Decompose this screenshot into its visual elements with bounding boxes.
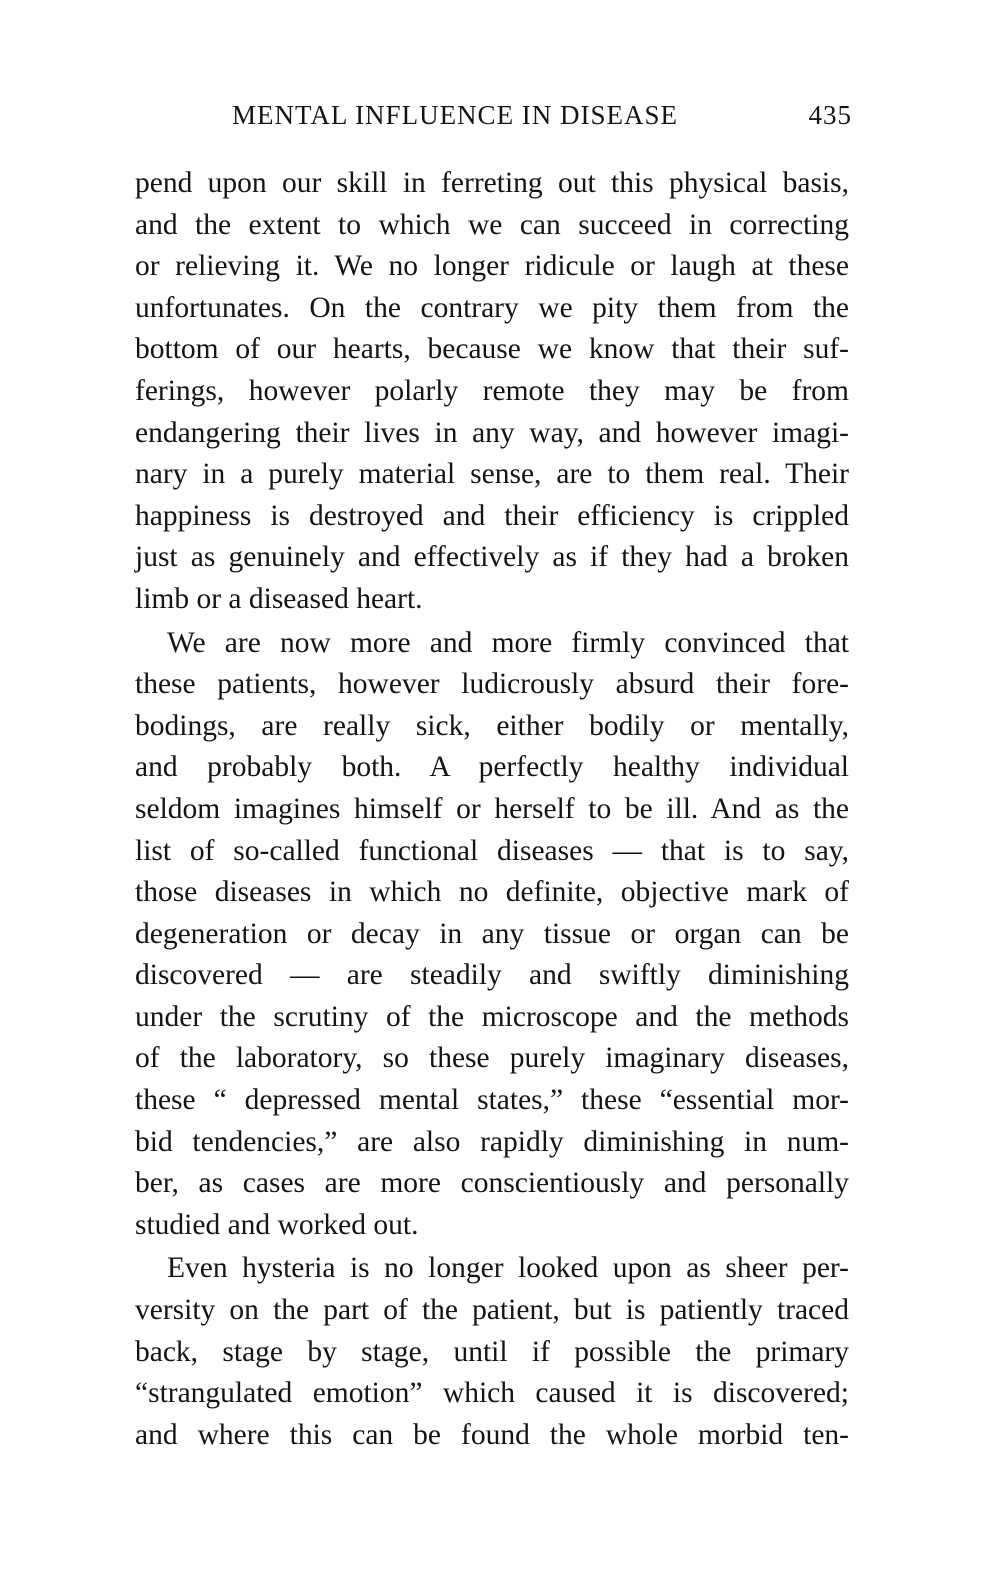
paragraph-2: [135, 623, 849, 1247]
text-line: happiness is destroyed and their efficiency is crippled: [135, 499, 849, 532]
text-line: bottom of our hearts, because we know that their suf-: [135, 333, 849, 366]
text-line: studied and worked out.: [135, 1208, 419, 1241]
text-line: back, stage by stage, until if possible the primary: [135, 1335, 849, 1368]
text-line: endangering their lives in any way, and however imagi-: [135, 416, 849, 449]
text-line: just as genuinely and effectively as if they had a broken: [135, 541, 849, 574]
text-line: ferings, however polarly remote they may be from: [135, 374, 849, 407]
text-line: degeneration or decay in any tissue or organ can be: [135, 917, 849, 950]
text-line: bid tendencies,” are also rapidly diminishing in num-: [135, 1125, 849, 1158]
text-line: those diseases in which no definite, objective mark of: [135, 876, 849, 909]
text-line: unfortunates. On the contrary we pity them from the: [135, 291, 849, 324]
text-line: and probably both. A perfectly healthy individual: [135, 751, 849, 784]
running-header: [232, 100, 850, 140]
text-line: pend upon our skill in ferreting out this physical basis,: [135, 167, 849, 199]
text-line: of the laboratory, so these purely imaginary diseases,: [135, 1042, 849, 1075]
text-line: “strangulated emotion” which caused it is discovered;: [135, 1377, 849, 1410]
page-number: 435: [808, 100, 852, 130]
text-line: or relieving it. We no longer ridicule or laugh at these: [135, 250, 849, 283]
text-line: ber, as cases are more conscientiously and personally: [135, 1167, 849, 1200]
page-body: [135, 163, 849, 1456]
text-line: nary in a purely material sense, are to them real. Their: [135, 458, 849, 491]
text-line: Even hysteria is no longer looked upon as sheer per-: [167, 1252, 849, 1285]
text-line: these patients, however ludicrously absurd their fore-: [135, 668, 849, 701]
text-line: limb or a diseased heart.: [135, 582, 423, 615]
text-line: discovered — are steadily and swiftly diminishing: [135, 959, 849, 992]
text-line: bodings, are really sick, either bodily or mentally,: [135, 709, 849, 742]
text-line: versity on the part of the patient, but is patiently traced: [135, 1294, 849, 1327]
text-line: We are now more and more firmly convinced that: [167, 626, 849, 659]
text-line: under the scrutiny of the microscope and the methods: [135, 1000, 849, 1033]
text-line: and where this can be found the whole morbid ten-: [135, 1418, 849, 1451]
text-line: and the extent to which we can succeed in correcting: [135, 208, 849, 241]
text-line: seldom imagines himself or herself to be ill. And as the: [135, 792, 849, 825]
paragraph-1: [135, 163, 849, 621]
text-line: list of so-called functional diseases — that is to say,: [135, 834, 849, 867]
text-line: these “ depressed mental states,” these “essential mor-: [135, 1084, 849, 1117]
running-title: MENTAL INFLUENCE IN DISEASE: [232, 100, 679, 130]
paragraph-3: [135, 1248, 849, 1456]
